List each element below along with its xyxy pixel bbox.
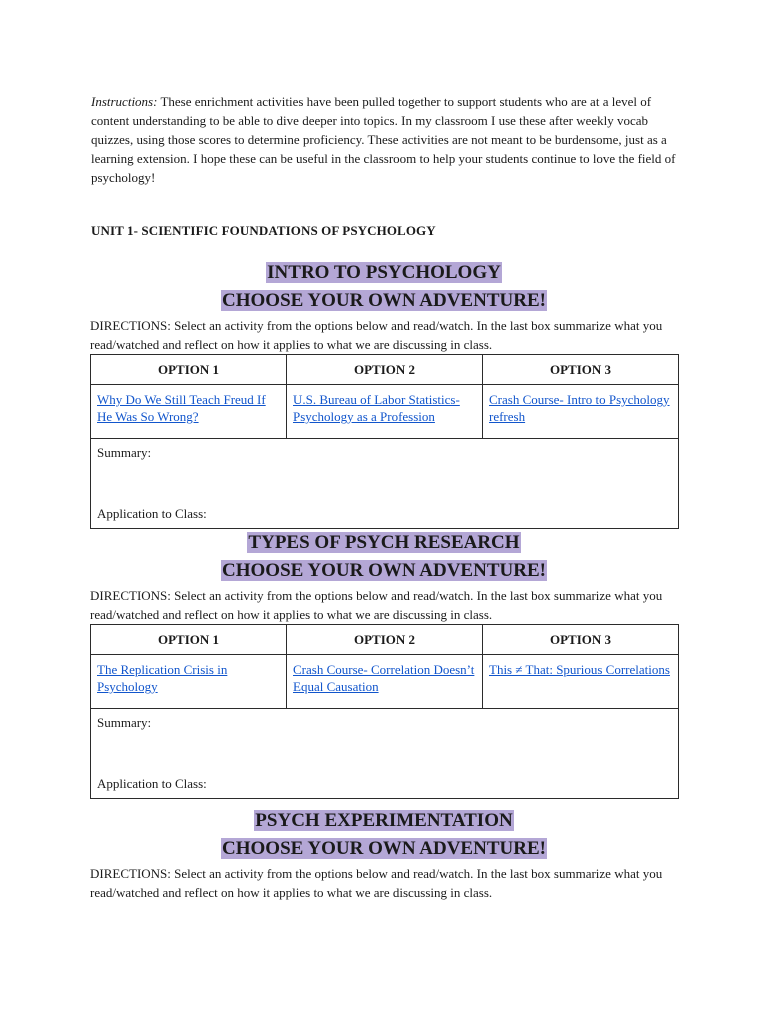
section-psych-experimentation [0,808,768,902]
options-header-row [91,355,679,385]
section-types-of-psych-research [0,530,768,799]
summary-label: Summary: [97,445,152,460]
summary-row [91,439,679,529]
directions-text: DIRECTIONS: Select an activity from the options below and read/watch. In the last box summarize what you read/watched and reflect on how it applies to what we are discussing in class. [90,588,663,622]
option-2-link[interactable]: Crash Course- Correlation Doesn’t Equal Causation [293,662,475,694]
options-link-row [91,655,679,709]
application-label: Application to Class: [97,776,207,791]
summary-label: Summary: [97,715,152,730]
option-2-link[interactable]: U.S. Bureau of Labor Statistics- Psychology as a Profession [293,392,460,424]
instructions-text: These enrichment activities have been pulled together to support students who are at a level of content understanding to be able to dive deeper into topics. In my classroom I use these after weekly vocab quizzes, using those scores to determine proficiency. These activities are not meant to be burdensome, just as a learning extension. I hope these can be useful in the classroom to help your students continue to love the field of psychology! [91,94,676,185]
options-link-row [91,385,679,439]
section-title: INTRO TO PSYCHOLOGY [267,262,501,283]
summary-row [91,709,679,799]
option-1-header: OPTION 1 [91,625,287,655]
section-intro-to-psychology [0,260,768,529]
option-2-header: OPTION 2 [287,355,483,385]
option-1-cell [91,655,287,709]
option-2-cell [287,655,483,709]
summary-box[interactable] [91,439,679,529]
unit-heading: UNIT 1- SCIENTIFIC FOUNDATIONS OF PSYCHOLOGY [91,223,436,238]
option-3-cell [483,655,679,709]
option-3-header: OPTION 3 [483,625,679,655]
option-1-header: OPTION 1 [91,355,287,385]
section-subtitle: CHOOSE YOUR OWN ADVENTURE! [222,290,546,311]
instructions-paragraph [91,92,681,187]
option-3-link[interactable]: Crash Course- Intro to Psychology refresh [489,392,670,424]
section-title: TYPES OF PSYCH RESEARCH [248,532,520,553]
options-table [90,624,679,799]
section-subtitle: CHOOSE YOUR OWN ADVENTURE! [222,560,546,581]
option-2-header: OPTION 2 [287,625,483,655]
instructions-label: Instructions: [91,94,158,109]
options-table [90,354,679,529]
application-label: Application to Class: [97,506,207,521]
option-3-link[interactable]: This ≠ That: Spurious Correlations [489,662,670,677]
option-3-header: OPTION 3 [483,355,679,385]
directions-text: DIRECTIONS: Select an activity from the options below and read/watch. In the last box summarize what you read/watched and reflect on how it applies to what we are discussing in class. [90,866,663,900]
option-1-link[interactable]: The Replication Crisis in Psychology [97,662,228,694]
options-header-row [91,625,679,655]
section-title: PSYCH EXPERIMENTATION [255,810,513,831]
summary-box[interactable] [91,709,679,799]
option-2-cell [287,385,483,439]
option-1-link[interactable]: Why Do We Still Teach Freud If He Was So Wrong? [97,392,266,424]
option-1-cell [91,385,287,439]
directions-text: DIRECTIONS: Select an activity from the options below and read/watch. In the last box summarize what you read/watched and reflect on how it applies to what we are discussing in class. [90,318,663,352]
section-subtitle: CHOOSE YOUR OWN ADVENTURE! [222,838,546,859]
option-3-cell [483,385,679,439]
